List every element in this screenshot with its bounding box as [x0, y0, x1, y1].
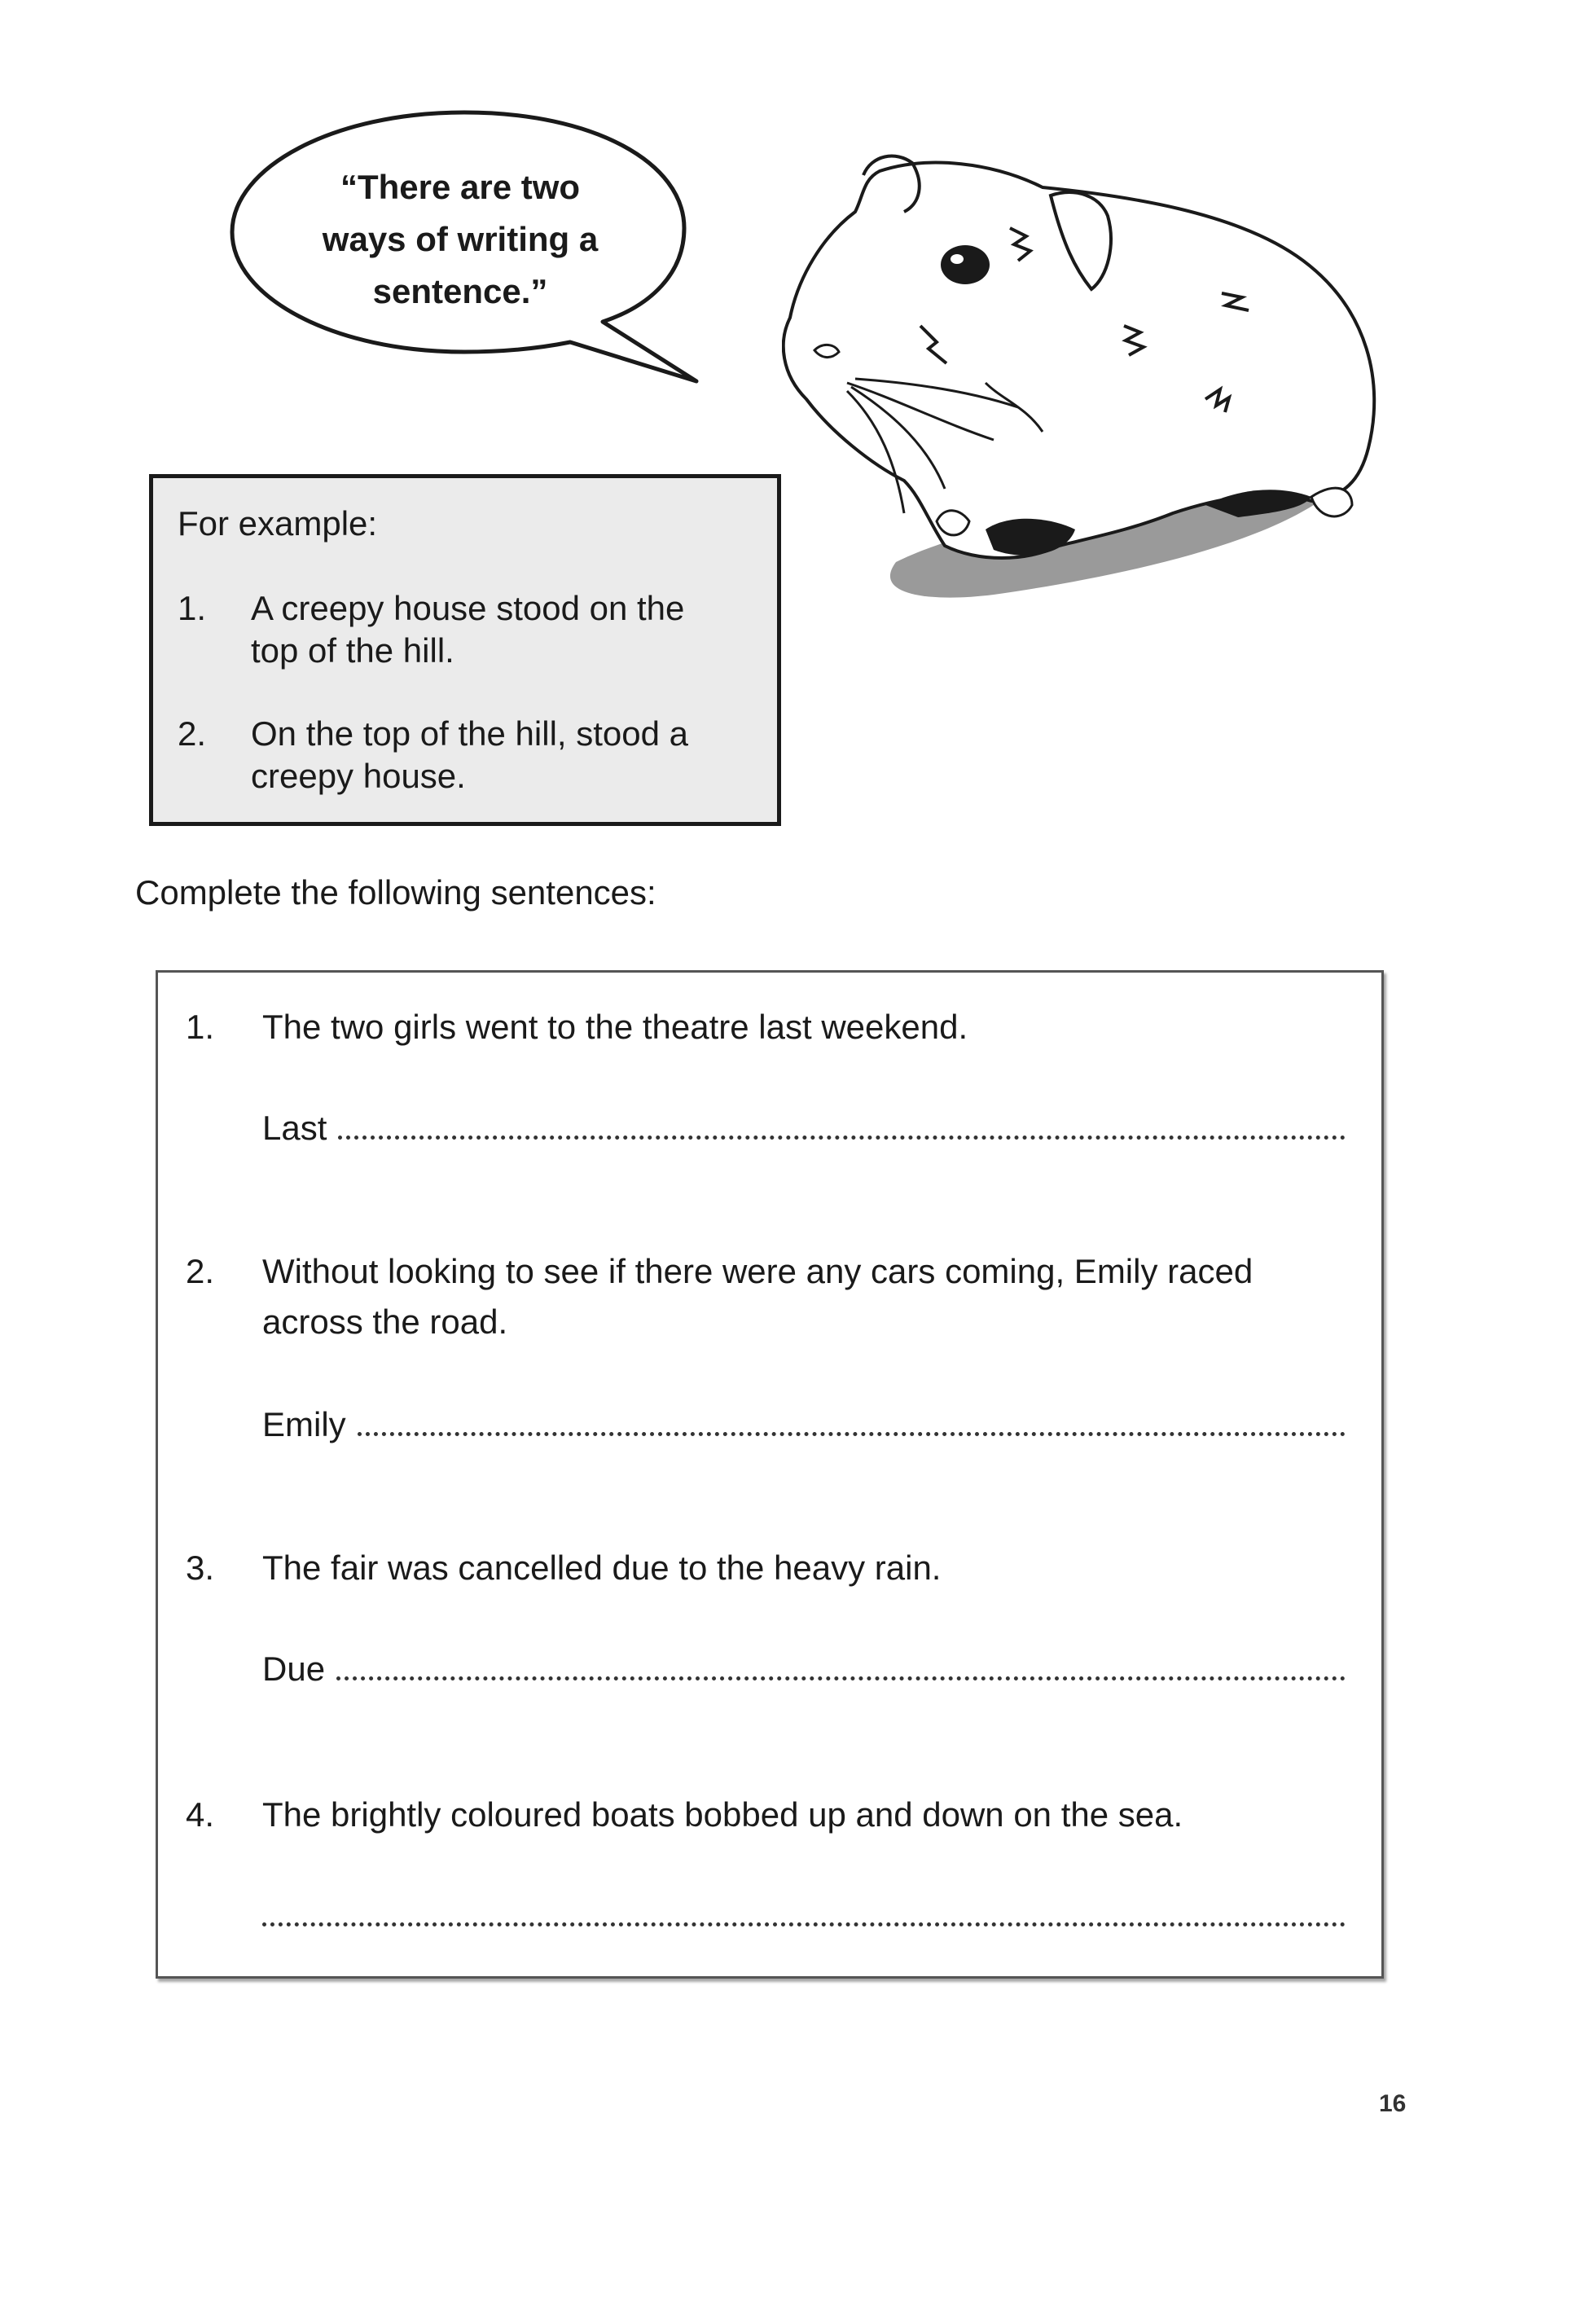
instruction-text: Complete the following sentences:	[135, 873, 656, 912]
example-item-text: A creepy house stood on the top of the hill.	[251, 589, 685, 670]
speech-bubble-line: “There are two	[340, 168, 581, 206]
question-number: 2.	[186, 1252, 215, 1290]
answer-prefix: Due	[262, 1650, 326, 1688]
question-text: The brightly coloured boats bobbed up and down on the sea.	[262, 1795, 1183, 1834]
question-number: 4.	[186, 1795, 215, 1834]
example-item-text: On the top of the hill, stood a creepy house.	[251, 714, 689, 795]
answer-input-1[interactable]	[338, 1105, 1346, 1140]
guinea-pig-icon	[782, 138, 1417, 644]
answer-input-2[interactable]	[358, 1401, 1346, 1436]
question-text: Without looking to see if there were any cars coming, Emily raced across the road.	[262, 1252, 1254, 1341]
example-item	[178, 587, 753, 672]
question-text: The two girls went to the theatre last weekend.	[262, 1008, 968, 1046]
question-number: 1.	[186, 1008, 215, 1046]
speech-bubble-line: sentence.”	[372, 272, 548, 310]
answer-prefix: Last	[262, 1109, 327, 1147]
answer-line-1[interactable]	[262, 1103, 1346, 1153]
speech-bubble-text	[269, 161, 652, 318]
question-text: The fair was cancelled due to the heavy rain.	[262, 1549, 942, 1587]
answer-line-2[interactable]	[262, 1399, 1346, 1450]
example-item	[178, 713, 753, 797]
answer-line-3[interactable]	[262, 1644, 1346, 1694]
question-number: 3.	[186, 1549, 215, 1587]
example-heading: For example:	[178, 504, 378, 543]
page-number: 16	[1379, 2090, 1407, 2117]
speech-bubble-line: ways of writing a	[322, 220, 599, 258]
example-box	[149, 474, 781, 826]
exercise-box	[156, 970, 1384, 1979]
answer-line-4[interactable]	[262, 1891, 1346, 1926]
example-item-number: 1.	[178, 589, 207, 627]
answer-input-4[interactable]	[262, 1891, 1346, 1926]
answer-input-3[interactable]	[336, 1645, 1346, 1680]
example-item-number: 2.	[178, 714, 207, 753]
answer-prefix: Emily	[262, 1405, 346, 1443]
